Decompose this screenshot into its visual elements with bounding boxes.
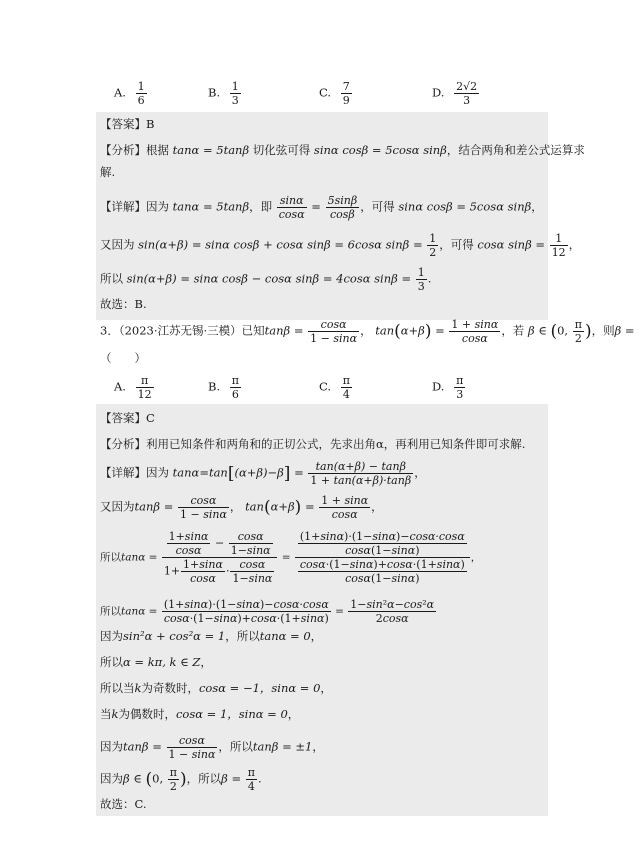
q3-option-a[interactable]: A. $\frac{\pi}{12}$ <box>114 374 152 401</box>
q3-detail-line3: 所以tanα = $\frac{1+\sin\alpha}{\cos\alpha}$ − $\frac{\cos\alpha}{1-\sin\alpha}$ 1+ $\frac{1+\sin\alpha}{\cos\alpha}$ · $\frac{\cos\alpha}{1-\sin\alpha}$ = $\frac{\frac{(1+\sin\alpha)\cdot(1-\sin\alpha)-\cos\alpha\cdot\cos\alpha}{\cos\alpha(1-\sin\alpha)}}{\frac{\cos\alpha\cdot(1-\sin\alpha)+\cos\alpha\cdot(1+\sin\alpha)}{\cos\alpha(1-\sin\alpha)}}$ ， <box>100 530 482 585</box>
q3-stem: 3．（2023·江苏无锡·三模）已知tanβ = $\frac{\cos\alpha}{1 - \sin\alpha}$ ， tan(α+β) = $\frac{1 + \sin\alpha}{\cos\alpha}$ ，若 β ∈ (0, $\frac{\pi}{2}$ )，则β = <box>100 318 635 345</box>
q2-option-d[interactable]: D. $\frac{2√2}{3}$ <box>432 80 478 107</box>
q3-detail-line6: 所以α = kπ, k ∈ Z， <box>100 655 212 669</box>
q2-detail-line2: 又因为 sin(α+β) = sinα cosβ + cosα sinβ = 6cosα sinβ = $\frac{1}{2}$ ，可得 cosα sinβ = $\frac{1}{12}$ ， <box>100 232 581 259</box>
q3-option-d[interactable]: D. $\frac{\pi}{3}$ <box>432 374 464 401</box>
q2-analysis-line2: 解. <box>100 165 116 179</box>
q3-answer: 【答案】C <box>100 411 155 425</box>
q3-option-b[interactable]: B. $\frac{\pi}{6}$ <box>208 374 239 401</box>
q2-detail-line1: 【详解】因为 tanα = 5tanβ，即 $\frac{\sin\alpha}{\cos\alpha}$ = $\frac{5\sin\beta}{\cos\beta}$ ，可得 sinα cosβ = 5cosα sinβ， <box>100 194 543 221</box>
q3-detail-line5: 因为sin²α + cos²α = 1，所以tanα = 0， <box>100 629 323 643</box>
q2-conclusion: 故选：B. <box>100 297 147 311</box>
q3-stem-paren: （ ） <box>100 351 146 365</box>
q3-option-c[interactable]: C. $\frac{\pi}{4}$ <box>319 374 350 401</box>
q2-option-b[interactable]: B. $\frac{1}{3}$ <box>208 80 239 107</box>
q3-detail-line4: 所以tanα = $\frac{(1+\sin\alpha)\cdot(1-\sin\alpha)-\cos\alpha\cdot\cos\alpha}{\cos\alpha\cdot(1-\sin\alpha)+\cos\alpha\cdot(1+\sin\alpha)}$ = $\frac{\text{1−sin²α−cos²α}}{2\cos\alpha}$ <box>100 598 435 625</box>
q3-detail-line2: 又因为tanβ = $\frac{\cos\alpha}{1 - \sin\alpha}$ ， tan(α+β) = $\frac{1 + \sin\alpha}{\cos\alpha}$ ， <box>100 494 383 521</box>
q2-analysis-line1: 【分析】根据 tanα = 5tanβ 切化弦可得 sinα cosβ = 5cosα sinβ，结合两角和差公式运算求 <box>100 143 585 157</box>
q3-detail-line7: 所以当k为奇数时，cosα = −1，sinα = 0， <box>100 681 332 695</box>
q3-detail-line10: 因为β ∈ (0, $\frac{\pi}{2}$ )，所以β = $\frac{\pi}{4}$ . <box>100 766 262 793</box>
q2-option-c[interactable]: C. $\frac{7}{9}$ <box>319 80 350 107</box>
q3-detail-line9: 因为tanβ = $\frac{\cos\alpha}{1 - \sin\alpha}$ ，所以tanβ = ±1， <box>100 734 324 761</box>
q3-conclusion: 故选：C. <box>100 797 147 811</box>
q2-detail-line3: 所以 sin(α+β) = sinα cosβ − cosα sinβ = 4cosα sinβ = $\frac{1}{3}$ . <box>100 266 432 293</box>
q2-option-a[interactable]: A. $\frac{1}{6}$ <box>114 80 145 107</box>
q3-detail-line8: 当k为偶数时，cosα = 1，sinα = 0， <box>100 707 300 721</box>
q2-answer: 【答案】B <box>100 117 155 131</box>
q3-detail-line1: 【详解】因为 tanα=tan[(α+β)−β] = $\frac{\tan(\alpha+\beta) - \tan\beta}{1 + \tan(\alpha+\beta)\cdot\tan\beta}$ ， <box>100 460 426 487</box>
q3-analysis: 【分析】利用已知条件和两角和的正切公式，先求出角α，再利用已知条件即可求解. <box>100 437 526 451</box>
